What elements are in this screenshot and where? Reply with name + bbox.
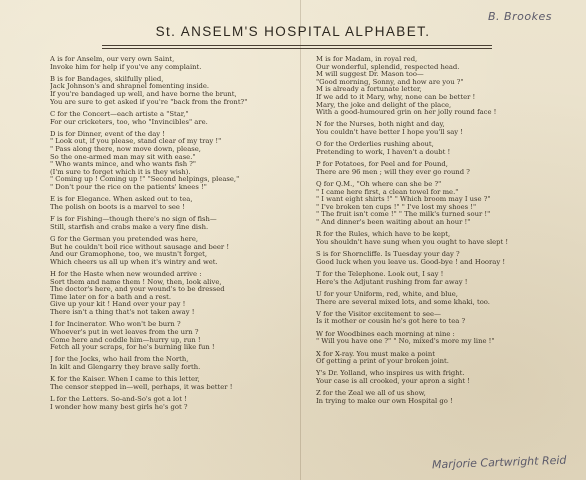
verse-line: If we add to it Mary, why, none can be better ! [316,93,476,101]
stanza [316,161,578,176]
verse-line: Come here and coddle him—hurry up, run ! [50,336,201,344]
verse-line: " Who wants mince, and who wants fish ?" [50,161,197,169]
verse-line: In kilt and Glengarry they brave sally forth. [50,363,201,371]
verse-line: I wonder how many best girls he's got ? [50,403,188,411]
verse-line: Time later on for a bath and a rest. [50,293,172,301]
verse-line: " Pass along there, now move down, please, [50,146,201,153]
stanza [50,216,295,231]
stanza [316,331,578,346]
handwritten-note-top: B. Brookes [488,10,552,23]
verse-line: But he couldn't boil rice without sausage and beer ! [50,243,230,251]
verse-line: E is for Elegance. When asked out to tea, [50,196,193,204]
verse-line: " Will you have one ?" " No, mixed's more my line !" [316,338,495,346]
verse-line: O for the Orderlies rushing about, [316,141,434,149]
stanza [50,196,295,211]
verse-line: Of getting a print of your broken joint. [316,358,449,366]
verse-line: For our cricketers, too, who "Invincibles" are. [50,118,208,126]
verse-line: Is it mother or cousin he's got here to tea ? [316,318,466,326]
verse-line: J for the Jocks, who hail from the North, [50,356,189,364]
verse-line: N for the Nurses, both night and day, [316,121,445,129]
verse-line: Sort them and name them ! Now, then, look alive, [50,278,222,286]
verse-line: M is already a fortunate letter, [316,86,422,94]
verse-line: So the one-armed man may sit with ease." [50,153,196,161]
stanza [316,370,578,385]
verse-line: A is for Anselm, our very own Saint, [50,56,175,63]
verse-line: F is for Fishing—though there's no sign of fish— [50,216,217,224]
verse-line: Invoke him for help if you've any complaint. [50,63,202,71]
stanza [316,251,578,266]
stanza [50,321,295,351]
stanza [316,291,578,306]
verse-line: If you're bandaged up well, and have borne the brunt, [50,91,237,99]
verse-line: " I came here first, a clean towel for me." [316,188,459,196]
verse-line: M is for Madam, in royal red, [316,56,418,63]
stanza [50,111,295,126]
stanza [316,271,578,286]
verse-line: G for the German you pretended was here, [50,236,199,243]
verse-line: "Good morning, Sonny, and how are you ?" [316,78,464,86]
verse-line: " And dinner's been waiting about an hour !" [316,219,471,227]
title-rule-upper [102,45,492,46]
verse-line: Pretending to work, I haven't a doubt ! [316,148,451,156]
stanza [316,181,578,227]
stanza [50,356,295,371]
page-title: St. ANSELM'S HOSPITAL ALPHABET. [155,24,431,39]
verse-line: Mary, the joke and delight of the place, [316,101,452,109]
title-rule-lower [102,48,492,49]
verse-line: K for the Kaiser. When I came to this letter, [50,376,200,384]
verse-line: " Coming up ! Coming up !" "Second helpings, please," [50,176,240,184]
verse-line: D is for Dinner, event of the day ! [50,130,166,138]
stanza [316,56,578,117]
verse-line: W for Woodbines each morning at nine : [316,330,455,338]
handwritten-signature: Marjorie Cartwright Reid [431,453,567,472]
stanza [316,121,578,136]
verse-line: Still, starfish and crabs make a very fine dish. [50,223,209,231]
verse-line: S is for Shorncliffe. Is Tuesday your day ? [316,251,460,259]
verse-line: " The fruit isn't come !" " The milk's turned sour !" [316,211,491,219]
stanza [50,376,295,391]
verse-line: U for your Uniform, red, white, and blue, [316,290,458,298]
stanza [50,131,295,192]
verse-line: Our wonderful, splendid, respected head. [316,63,460,71]
stanza [316,390,578,405]
verse-line: Give up your kit ! Hand over your pay ! [50,301,186,309]
verse-line: " Don't pour the rice on the patients' knees !" [50,183,207,191]
verse-line: H for the Haste when new wounded arrive : [50,271,202,279]
verse-line: Whoever's put in wet leaves from the urn ? [50,328,199,336]
verse-line: There are several mixed lots, and some khaki, too. [316,298,490,306]
left-column [50,56,295,416]
verse-line: Here's the Adjutant rushing from far away ! [316,278,468,286]
verse-line: Q for Q.M., "Oh where can she be ?" [316,181,442,189]
stanza [50,271,295,317]
stanza [316,311,578,326]
verse-line: V for the Visitor excitement to see— [316,310,441,318]
verse-line: Fetch all your scraps, for he's burning like fun ! [50,344,215,352]
verse-line: And our Gramophone, too, we mustn't forget, [50,251,208,259]
verse-line: You are sure to get asked if you're "back from the front?" [50,98,248,106]
verse-line: Good luck when you leave us. Good-bye ! and Hooray ! [316,258,506,266]
verse-line: L for the Letters. So-and-So's got a lot ! [50,396,187,404]
verse-line: The doctor's here, and your wound's to be dressed [50,286,225,294]
verse-line: You shouldn't have sung when you ought to have slept ! [316,238,509,246]
stanza [316,231,578,246]
stanza [316,351,578,366]
verse-line: Jack Johnson's and shrapnel fomenting inside. [50,83,210,91]
verse-line: Z for the Zeal we all of us show, [316,390,426,398]
verse-line: C for the Concert—each artiste a "Star," [50,110,189,118]
verse-line: There are 96 men ; will they ever go round ? [316,168,470,176]
verse-line: You couldn't have better I hope you'll say ! [316,129,463,137]
verse-line: M will suggest Dr. Mason too— [316,71,424,79]
verse-line: Your case is all crooked, your apron a sight ! [316,378,470,386]
stanza [50,76,295,106]
stanza [316,141,578,156]
verse-line: Y's Dr. Yolland, who inspires us with fright. [316,370,465,378]
verse-line: I for Incinerator. Who won't be burn ? [50,321,181,329]
verse-line: (I'm sure to forget which it is they wish). [50,168,191,176]
verse-line: In trying to make our own Hospital go ! [316,397,453,405]
verse-line: The censor stepped in—well, perhaps, it was better ! [50,383,233,391]
verse-line: " I've broken ten cups !" " I've lost my shoes !" [316,203,477,211]
verse-line: Which cheers us all up when it's wintry and wet. [50,258,218,266]
verse-line: B is for Bandages, skilfully plied, [50,75,164,83]
stanza [50,236,295,266]
stanza [50,56,295,71]
verse-line: R for the Rules, which have to be kept, [316,231,451,239]
page-fold [300,0,301,480]
stanza [50,396,295,411]
verse-line: " Look out, if you please, stand clear of my tray !" [50,138,222,146]
verse-line: The polish on boots is a marvel to see ! [50,203,185,211]
verse-line: T for the Telephone. Look out, I say ! [316,271,444,279]
verse-line: With a good-humoured grin on her jolly round face ! [316,109,497,117]
verse-line: " I want eight shirts !" " Which broom may I use ?" [316,196,491,204]
verse-line: X for X-ray. You must make a point [316,350,435,358]
verse-line: There isn't a thing that's not taken away ! [50,309,195,317]
verse-line: P for Potatoes, for Peel and for Pound, [316,161,448,169]
right-column [316,56,578,410]
